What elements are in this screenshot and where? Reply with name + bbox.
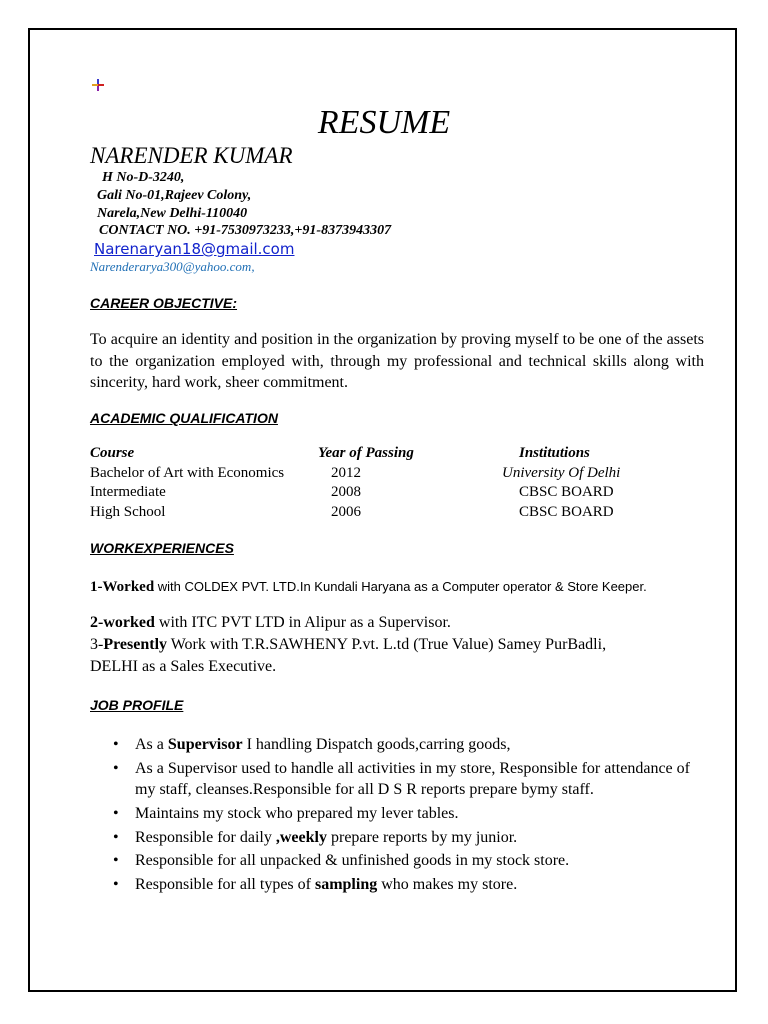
list-item (113, 850, 713, 871)
work-item-3-continued: DELHI as a Sales Executive. (90, 658, 277, 675)
work-item-3 (90, 636, 606, 654)
resume-title: RESUME (317, 104, 451, 141)
course-cell: Bachelor of Art with Economics (90, 465, 285, 481)
work-item-2 (90, 614, 451, 632)
list-item-bold: ,weekly (275, 828, 327, 846)
column-header-institutions: Institutions (519, 445, 590, 461)
bullet-icon: • (113, 852, 119, 870)
year-cell: 2012 (331, 465, 361, 481)
course-cell: High School (90, 504, 166, 520)
list-item-text: Maintains my stock who prepared my lever tables. (135, 804, 459, 822)
work-item-3-text: Work with T.R.SAWHENY P.vt. L.td (True Value) Samey PurBadli, (167, 636, 607, 653)
list-item-bold: sampling (314, 876, 378, 894)
list-item-text: As a (135, 736, 168, 753)
work-item-3-number: 3- (90, 636, 104, 653)
year-cell: 2008 (331, 484, 361, 500)
course-cell: Intermediate (90, 484, 166, 500)
work-item-2-text: with ITC PVT LTD in Alipur as a Supervisor. (154, 614, 451, 631)
institution-cell: University Of Delhi (502, 465, 621, 481)
list-item (113, 874, 713, 895)
email-link-primary[interactable]: Narenaryan18@gmail.com (94, 240, 295, 258)
email-link-secondary[interactable]: Narenderarya300@yahoo.com, (90, 259, 255, 274)
bullet-icon: • (113, 759, 119, 777)
work-item-3-prefix: Presently (103, 636, 168, 653)
column-header-course: Course (90, 445, 135, 461)
candidate-name: NARENDER KUMAR (90, 143, 293, 168)
address-line: Gali No-01,Rajeev Colony, (97, 188, 252, 203)
list-item-text: As a Supervisor used to handle all activities in my store, Responsible for attendance of my staff, cleanses.Responsible for all D S R reports prepare bymy staff. (135, 759, 690, 799)
list-item (113, 827, 713, 848)
bullet-icon: • (113, 828, 119, 846)
bullet-icon: • (113, 804, 119, 822)
institution-cell: CBSC BOARD (519, 504, 614, 520)
list-item-text: I handling Dispatch goods,carring goods, (242, 736, 511, 753)
year-cell: 2006 (331, 504, 361, 520)
bullet-icon: • (113, 736, 119, 753)
list-item-text: Responsible for all types of (135, 876, 315, 894)
work-experience-heading: WORKEXPERIENCES (90, 540, 234, 556)
job-profile-heading: JOB PROFILE (90, 697, 184, 713)
list-item (113, 803, 713, 824)
list-item (113, 734, 713, 755)
address-line: Narela,New Delhi-110040 (97, 206, 248, 221)
academic-heading: ACADEMIC QUALIFICATION (90, 410, 278, 426)
list-item-text: Responsible for all unpacked & unfinished goods in my stock store. (135, 852, 570, 870)
bullet-icon: • (113, 876, 119, 894)
work-item-1-text: with COLDEX PVT. LTD.In Kundali Haryana as a Computer operator & Store Keeper. (154, 579, 647, 594)
list-item-text: prepare reports by my junior. (326, 828, 518, 846)
bullet-cross-icon (91, 78, 105, 92)
work-item-1 (90, 579, 647, 596)
address-line: H No-D-3240, (102, 170, 185, 185)
institution-cell: CBSC BOARD (519, 484, 614, 500)
list-item (113, 758, 713, 801)
list-item-bold: Supervisor (167, 736, 243, 753)
column-header-year: Year of Passing (318, 445, 414, 461)
contact-numbers: CONTACT NO. +91-7530973233,+91-8373943307 (99, 223, 392, 238)
career-objective-heading: CAREER OBJECTIVE: (90, 295, 238, 311)
list-item-text: who makes my store. (377, 876, 518, 894)
career-objective-text: To acquire an identity and position in the organization by proving myself to be one of the assets to the organization employed with, through my professional and technical skills along with sincerity, hard work, sheer commitment. (90, 331, 704, 391)
work-item-2-prefix: 2-worked (90, 614, 155, 631)
list-item-text: Responsible for daily (135, 828, 276, 846)
work-item-1-prefix: 1-Worked (90, 579, 155, 595)
job-profile-list (113, 734, 713, 898)
